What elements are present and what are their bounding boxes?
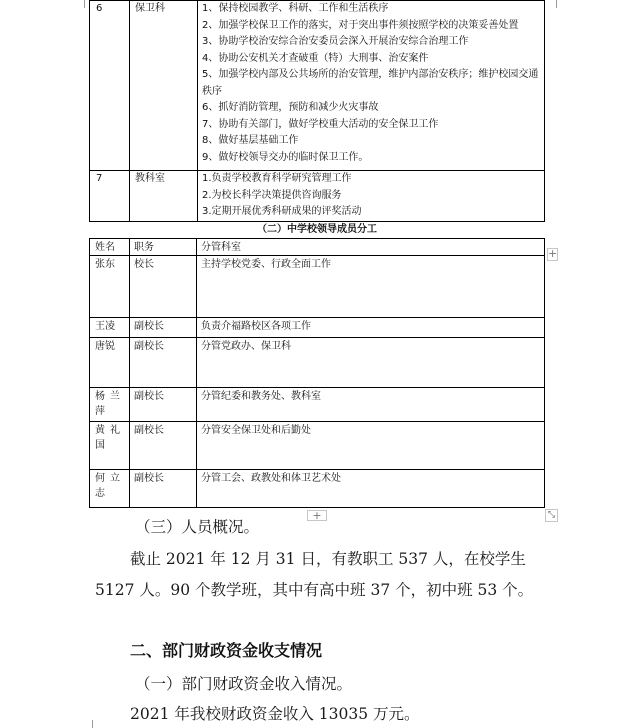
leader-name: 何立志 <box>90 470 130 508</box>
margin-corner-mark <box>84 720 93 728</box>
header-position: 职务 <box>130 239 197 256</box>
income-text: 2021 年我校财政资金收入 13035 万元。 <box>130 705 420 723</box>
leadership-table <box>89 238 545 508</box>
header-row <box>90 239 545 256</box>
add-column-button[interactable]: + <box>548 247 558 260</box>
table-row <box>90 256 545 318</box>
leader-position: 副校长 <box>130 318 197 338</box>
leader-name: 杨兰萍 <box>90 388 130 422</box>
staff-text-line: 5127 人。90 个教学班，其中有高中班 37 个，初中班 53 个。 <box>95 581 534 599</box>
leader-position: 副校长 <box>130 422 197 470</box>
leader-name: 唐锐 <box>90 338 130 388</box>
header-scope: 分管科室 <box>197 239 545 256</box>
duty-item: 4、协助公安机关才查破重（特）大刑事、治安案件 <box>202 52 429 64</box>
leader-position: 副校长 <box>130 470 197 508</box>
margin-corner-mark <box>556 0 565 8</box>
table-row <box>90 470 545 508</box>
table-row <box>90 422 545 470</box>
duties-cell <box>198 1 545 171</box>
leader-position: 副校长 <box>130 338 197 388</box>
department-duties-table <box>89 0 545 222</box>
header-name: 姓名 <box>90 239 130 256</box>
duty-item: 2、加强学校保卫工作的落实，对于突出事件须按照学校的决策妥善处置 <box>202 19 519 31</box>
leader-name: 王凌 <box>90 318 130 338</box>
table-row <box>90 1 545 171</box>
duty-item: 5、加强学校内部及公共场所的治安管理，维护内部治安秩序；维护校园交通秩序 <box>202 69 539 97</box>
table-resize-handle[interactable]: ⤡ <box>545 509 558 522</box>
table-row <box>90 171 545 222</box>
leader-name: 黄礼国 <box>90 422 130 470</box>
duty-item: 1、保持校园教学、科研、工作和生活秩序 <box>202 3 389 14</box>
row-number: 7 <box>90 171 130 222</box>
duty-item: 6、抓好消防管理，预防和减少火灾事故 <box>202 102 379 113</box>
duty-item: 7、协助有关部门，做好学校重大活动的安全保卫工作 <box>202 118 439 130</box>
leader-scope: 主持学校党委、行政全面工作 <box>197 256 545 318</box>
department-name: 保卫科 <box>130 1 198 171</box>
leader-scope: 分管纪委和教务处、教科室 <box>197 388 545 422</box>
leader-position: 校长 <box>130 256 197 318</box>
duty-item: 3.定期开展优秀科研成果的评奖活动 <box>202 206 362 217</box>
leader-name: 张东 <box>90 256 130 318</box>
table-row <box>90 388 545 422</box>
duty-item: 9、做好校领导交办的临时保卫工作。 <box>202 151 369 163</box>
add-row-button[interactable]: + <box>307 510 327 521</box>
leader-scope: 负责介福路校区各项工作 <box>197 318 545 338</box>
income-heading: （一）部门财政资金收入情况。 <box>135 675 353 693</box>
duty-item: 2.为校长科学决策提供咨询服务 <box>202 189 342 201</box>
duty-item: 3、协助学校治安综合治安委员会深入开展治安综合治理工作 <box>202 36 469 47</box>
department-name: 教科室 <box>130 171 198 222</box>
margin-corner-mark <box>76 0 85 8</box>
leader-scope: 分管安全保卫处和后勤处 <box>197 422 545 470</box>
leader-position: 副校长 <box>130 388 197 422</box>
leader-scope: 分管党政办、保卫科 <box>197 338 545 388</box>
table-row <box>90 318 545 338</box>
table-row <box>90 338 545 388</box>
table-caption: （二）中学校领导成员分工 <box>257 224 377 235</box>
staff-heading: （三）人员概况。 <box>135 518 260 536</box>
staff-text-line: 截止 2021 年 12 月 31 日，有教职工 537 人，在校学生 <box>130 550 526 568</box>
row-number: 6 <box>90 1 130 171</box>
section-title: 二、部门财政资金收支情况 <box>130 641 323 660</box>
duties-cell <box>198 171 545 222</box>
leader-scope: 分管工会、政教处和体卫艺术处 <box>197 470 545 508</box>
duty-item: 8、做好基层基础工作 <box>202 135 299 146</box>
duty-item: 1.负责学校教育科学研究管理工作 <box>202 173 352 184</box>
